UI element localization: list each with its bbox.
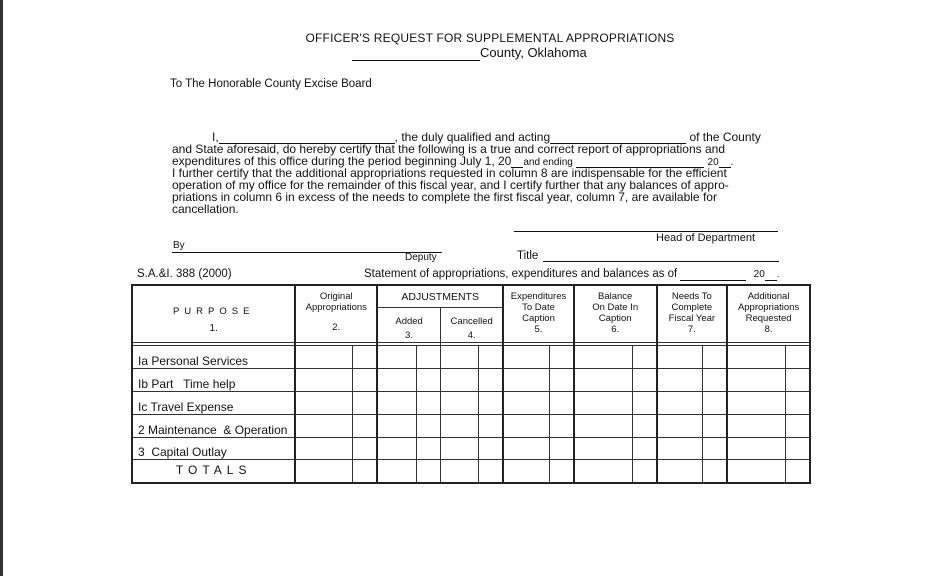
col7-num: 7.: [687, 324, 696, 335]
col3-label: Added: [395, 315, 423, 327]
page-left-border: [0, 0, 3, 576]
cell-original[interactable]: [295, 437, 352, 459]
col8-num: 8.: [764, 324, 773, 335]
totals-row: [132, 459, 810, 483]
col2-num: 2.: [332, 322, 341, 333]
purpose-label: PURPOSE: [172, 306, 255, 317]
cert-line-5: operation of my office for the remainder of this fiscal year, and I certify further that any balances of appro-: [172, 178, 729, 192]
cell-needs[interactable]: [657, 437, 703, 459]
statement-year-prefix: 20: [753, 269, 765, 280]
cell-needs[interactable]: [657, 345, 703, 368]
cell-additional[interactable]: [727, 391, 786, 414]
cell-additional[interactable]: [727, 437, 786, 459]
total-expenditures[interactable]: [503, 459, 549, 483]
cell-needs[interactable]: [657, 368, 703, 391]
cell-balance[interactable]: [574, 437, 633, 459]
col-needs-header: [657, 285, 728, 342]
cell-needs[interactable]: [657, 391, 703, 414]
statement-date-field[interactable]: [680, 268, 746, 281]
county-name-field[interactable]: [352, 45, 480, 61]
cell-expenditures[interactable]: [503, 345, 549, 368]
deputy-signature-line[interactable]: [172, 252, 442, 253]
col6-label: Balance On Date In Caption: [592, 291, 639, 324]
col3-num: 3.: [405, 329, 414, 341]
cert-line-4: I further certify that the additional appropriations requested in column 8 are indispensable for the efficient: [172, 166, 727, 180]
statement-text: Statement of appropriations, expenditures and balances as of: [364, 268, 678, 280]
col4-label: Cancelled: [450, 315, 493, 327]
statement-end-dot: .: [776, 269, 780, 280]
col5-label: Expenditures To Date Caption: [510, 291, 567, 324]
col-balance-header: [574, 285, 657, 342]
adjustments-header: ADJUSTMENTS: [377, 285, 503, 307]
cell-original[interactable]: [295, 345, 352, 368]
cert-i: I,: [212, 130, 219, 144]
cell-additional[interactable]: [727, 345, 786, 368]
period-end-dot: .: [730, 157, 734, 168]
cell-balance[interactable]: [574, 368, 633, 391]
total-cancelled[interactable]: [441, 459, 479, 483]
and-ending-text: and ending: [523, 157, 573, 168]
cell-expenditures[interactable]: [503, 368, 549, 391]
table-row: [132, 368, 810, 391]
table-row: [132, 437, 810, 459]
cell-cancelled[interactable]: [441, 437, 479, 459]
cell-additional[interactable]: [727, 414, 786, 437]
total-balance[interactable]: [574, 459, 633, 483]
cell-balance[interactable]: [574, 414, 633, 437]
col-original-header: [295, 285, 377, 342]
cell-added[interactable]: [377, 345, 416, 368]
total-additional[interactable]: [727, 459, 786, 483]
cell-expenditures[interactable]: [503, 414, 549, 437]
head-of-department-label: Head of Department: [656, 232, 756, 244]
cell-original[interactable]: [295, 368, 352, 391]
table-row: [132, 414, 810, 437]
cert-mid: , the duly qualified and acting: [394, 130, 551, 144]
cert-county: of the County: [689, 130, 761, 144]
col7-label: Needs To Complete Fiscal Year: [668, 291, 716, 324]
cell-added[interactable]: [377, 391, 416, 414]
cell-cancelled[interactable]: [441, 368, 479, 391]
cell-cancelled[interactable]: [441, 345, 479, 368]
cell-added[interactable]: [377, 437, 416, 459]
cell-original[interactable]: [295, 391, 352, 414]
row-label-travel-expense: Ic Travel Expense: [132, 391, 295, 414]
cell-cancelled[interactable]: [441, 391, 479, 414]
appropriations-table: [131, 284, 811, 484]
cell-balance[interactable]: [574, 391, 633, 414]
purpose-header: [132, 285, 295, 342]
col-expenditures-header: [503, 285, 574, 342]
statement-year-field[interactable]: [765, 268, 777, 281]
table-row: [132, 391, 810, 414]
cell-added[interactable]: [377, 368, 416, 391]
col-cancelled-header: [441, 307, 504, 342]
cell-cancelled[interactable]: [441, 414, 479, 437]
cell-original[interactable]: [295, 414, 352, 437]
title-field-line[interactable]: [543, 261, 779, 262]
statement-line: [364, 268, 780, 281]
total-original[interactable]: [295, 459, 352, 483]
col6-num: 6.: [611, 324, 620, 335]
cell-needs[interactable]: [657, 414, 703, 437]
form-title: OFFICER'S REQUEST FOR SUPPLEMENTAL APPROPRIATIONS: [305, 31, 675, 45]
addressee: To The Honorable County Excise Board: [170, 78, 372, 90]
col5-num: 5.: [534, 324, 543, 335]
col4-num: 4.: [467, 329, 476, 341]
row-label-capital-outlay: 3 Capital Outlay: [132, 437, 295, 459]
row-label-maintenance-operation: 2 Maintenance & Operation: [132, 414, 295, 437]
row-label-part-time-help: Ib Part Time help: [132, 368, 295, 391]
col-additional-header: [727, 285, 810, 342]
deputy-label: Deputy: [405, 252, 437, 263]
col-added-header: [377, 307, 441, 342]
title-label: Title: [517, 250, 539, 262]
cert-line-6: priations in column 6 in excess of the needs to complete the first fiscal year, column 7, are available for: [172, 190, 717, 204]
ending-year-prefix: 20: [707, 157, 719, 168]
period-begin-text: expenditures of this office during the period beginning July 1, 20: [172, 154, 512, 168]
row-label-personal-services: Ia Personal Services: [132, 345, 295, 368]
county-line: [352, 45, 587, 61]
cert-line-7: cancellation.: [172, 202, 239, 216]
col2-label: Original Appropriations: [305, 291, 367, 313]
table-row: [132, 345, 810, 368]
cert-line-2: and State aforesaid, do hereby certify that the following is a true and correct report of appropriations and: [172, 142, 725, 156]
cell-balance[interactable]: [574, 345, 633, 368]
county-suffix: County, Oklahoma: [480, 45, 587, 60]
cell-expenditures[interactable]: [503, 391, 549, 414]
total-needs[interactable]: [657, 459, 703, 483]
form-code: S.A.&I. 388 (2000): [137, 268, 232, 280]
cell-expenditures[interactable]: [503, 437, 549, 459]
by-label: By: [173, 240, 185, 251]
cell-additional[interactable]: [727, 368, 786, 391]
cell-added[interactable]: [377, 414, 416, 437]
purpose-num: 1.: [209, 323, 218, 334]
totals-label: TOTALS: [132, 459, 295, 483]
col8-label: Additional Appropriations Requested: [737, 291, 800, 324]
total-added[interactable]: [377, 459, 416, 483]
